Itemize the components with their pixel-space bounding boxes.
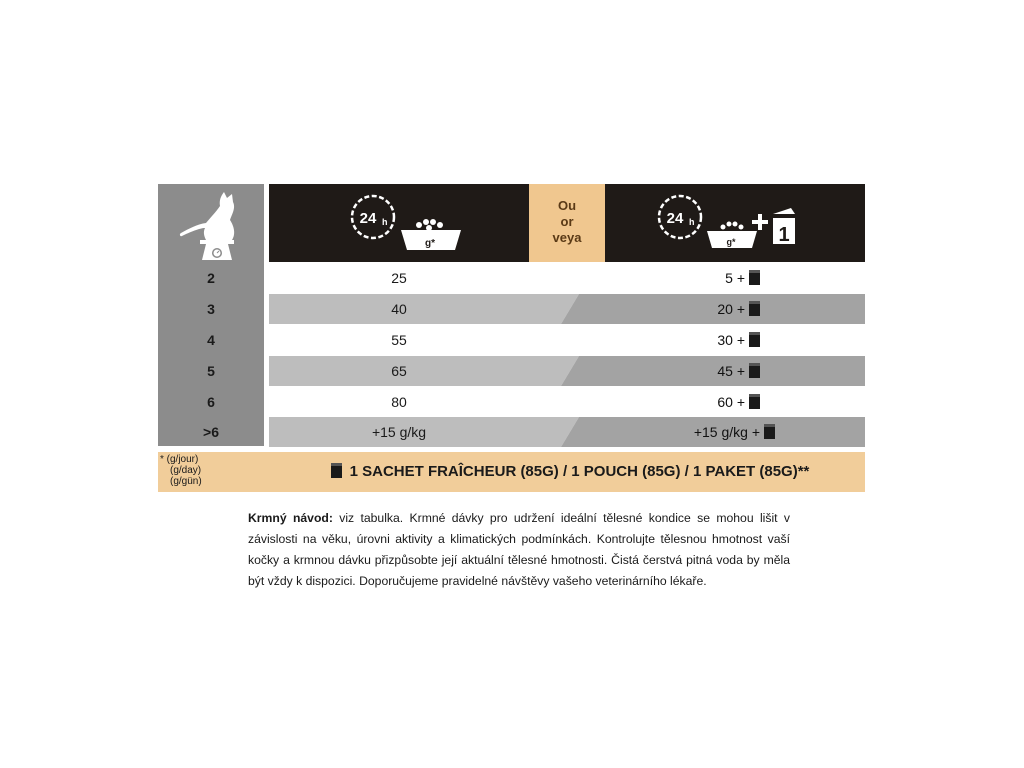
clock-bowl-icon (269, 184, 529, 262)
mixed-amount-5 (605, 356, 760, 386)
pouch-icon (749, 394, 760, 409)
dry-amount-over-6: +15 g/kg (371, 424, 427, 440)
feeding-instructions (248, 508, 790, 592)
unit-note-tr: (g/gün) (170, 476, 202, 487)
pouch-icon (749, 270, 760, 285)
mixed-amount-6 (605, 387, 760, 417)
pouch-note-text: 1 SACHET FRAÎCHEUR (85G) / 1 POUCH (85G) / 1 PAKET (85G)** (349, 463, 810, 480)
grams-label-right: g* (726, 237, 736, 247)
pouch-icon (749, 363, 760, 378)
weight-2: 2 (207, 270, 215, 286)
mixed-value: 20 + (717, 301, 745, 317)
mixed-value: +15 g/kg + (693, 424, 760, 440)
or-label (529, 198, 605, 246)
mixed-value: 45 + (717, 363, 745, 379)
hours-label-right: 24 (666, 210, 684, 227)
unit-note-fr: * (g/jour) (160, 454, 199, 465)
pouch-icon (764, 424, 775, 439)
pouch-icon (749, 332, 760, 347)
or-line-tr: veya (552, 230, 582, 245)
mixed-amount-3 (605, 294, 760, 324)
hours-sub-right: h (689, 217, 695, 227)
weight-over-6: >6 (203, 424, 219, 440)
mixed-amount-4 (605, 325, 760, 355)
weight-3: 3 (207, 301, 215, 317)
weight-6: 6 (207, 394, 215, 410)
cat-on-scale-icon (158, 184, 264, 262)
mixed-amount-over-6 (605, 417, 775, 447)
dry-amount-5: 65 (391, 363, 407, 379)
mixed-value: 30 + (717, 332, 745, 348)
mixed-value: 60 + (717, 394, 745, 410)
hours-label: 24 (359, 210, 377, 227)
pouch-count: 1 (778, 224, 790, 246)
dry-amount-6: 80 (391, 394, 407, 410)
pouch-icon (331, 463, 342, 478)
dry-amount-3: 40 (391, 301, 407, 317)
grams-label: g* (425, 238, 435, 249)
instructions-label: Krmný návod: (248, 511, 333, 525)
mixed-value: 5 + (725, 270, 745, 286)
pouch-note (290, 452, 850, 492)
mixed-amount-2 (605, 263, 760, 293)
dry-amount-4: 55 (391, 332, 407, 348)
hours-sub: h (382, 217, 388, 227)
clock-bowl-pouch-icon (605, 184, 865, 262)
or-line-en: or (560, 214, 574, 229)
cat-on-scale-cell (158, 184, 264, 262)
header-mixed-feeding (605, 184, 865, 262)
instructions-text: viz tabulka. Krmné dávky pro udržení ideální tělesné kondice se mohou lišit v závislosti na věku, úrovni aktivity a klimatických podmínkách. Kontrolujte tělesnou hmotnost vaší kočky a krmnou dávku přizpůsobte její aktuální tělesné hmotnosti. Čistá čerstvá pitná voda by měla být vždy k dispozici. Doporučujeme pravidelné návštěvy vašeho veterinárního lékaře. (248, 511, 790, 588)
unit-notes (160, 454, 230, 487)
unit-note-en: (g/day) (170, 465, 202, 476)
weight-4: 4 (207, 332, 215, 348)
header-dry-food (269, 184, 529, 262)
dry-amount-2: 25 (391, 270, 407, 286)
or-line-fr: Ou (557, 198, 577, 213)
pouch-icon (749, 301, 760, 316)
weight-5: 5 (207, 363, 215, 379)
